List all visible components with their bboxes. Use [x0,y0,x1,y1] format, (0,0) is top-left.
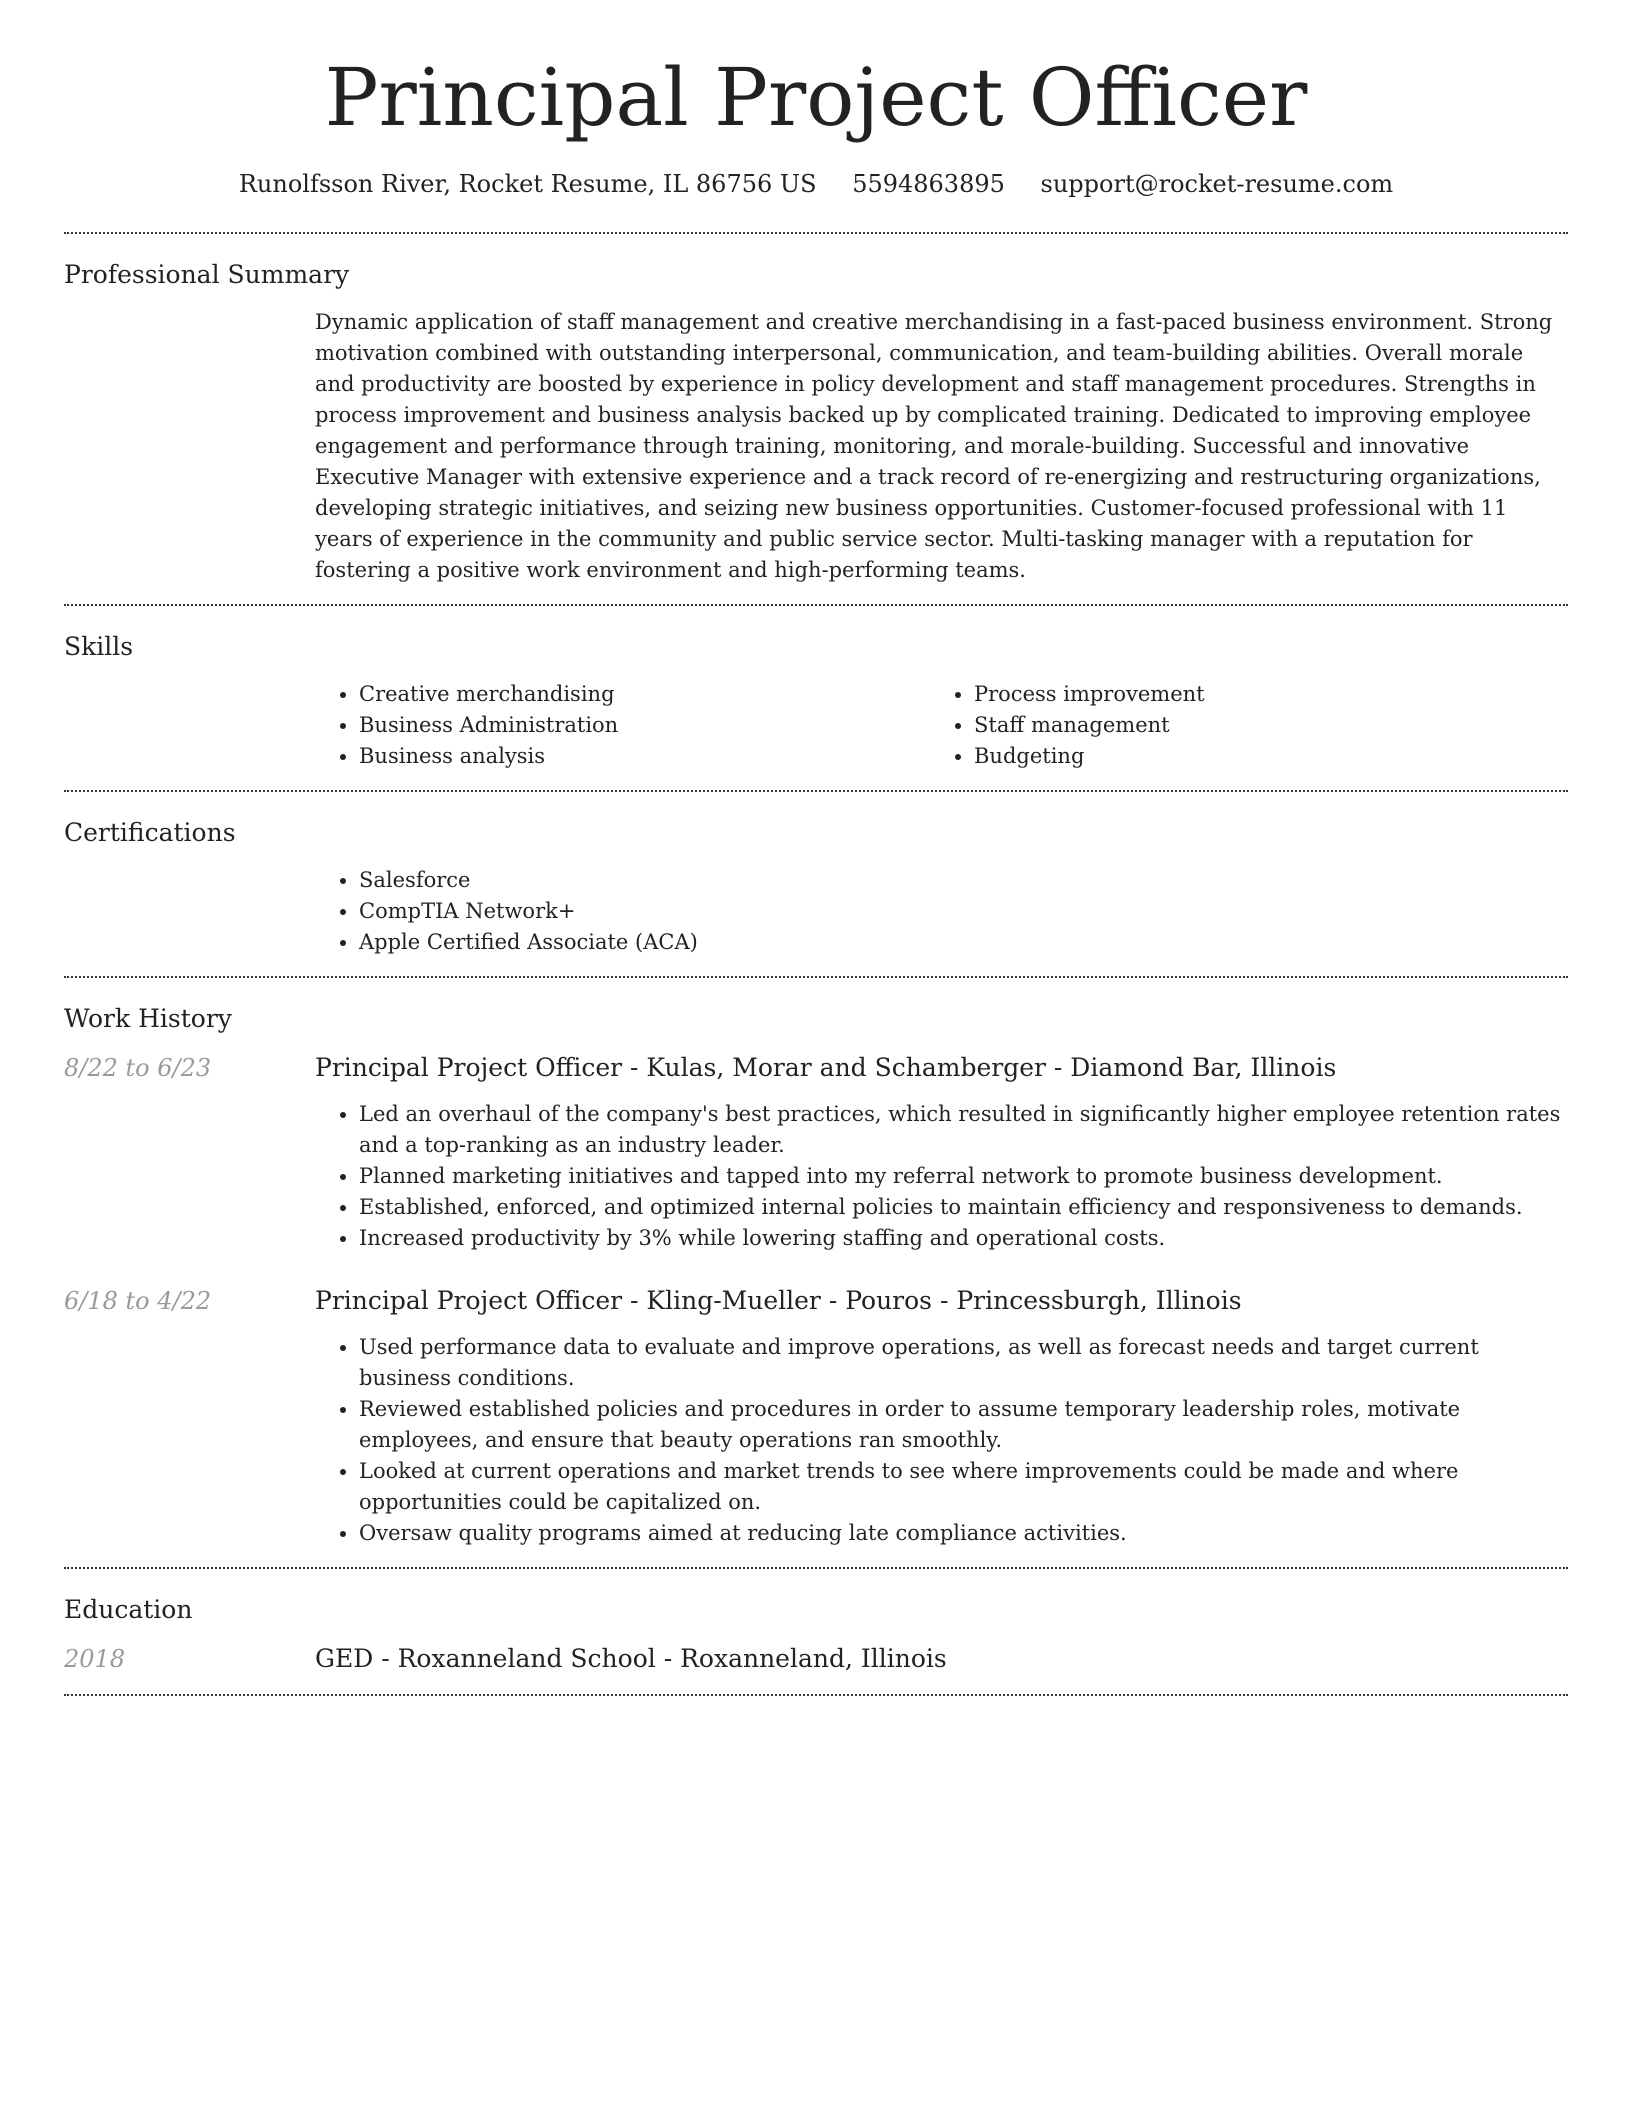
skill-item: • Business analysis [359,741,930,772]
job-bullet: • Increased productivity by 3% while lowering staffing and operational costs. [359,1223,1568,1254]
certification-item: • Apple Certified Associate (ACA) [359,927,1568,958]
education-year: 2018 [64,1645,126,1673]
job-bullet: • Looked at current operations and market trends to see where improvements could be made and where opportunities could be capitalized on. [359,1456,1568,1518]
section-divider [64,1694,1568,1696]
job-entry [64,1284,1568,1549]
skills-column-right [930,679,1545,772]
skill-item: • Business Administration [359,710,930,741]
skills-section [64,606,1568,790]
work-history-section [64,978,1568,1567]
contact-email: support@rocket-resume.com [1040,170,1394,198]
job-dates: 8/22 to 6/23 [64,1054,212,1082]
section-title-summary: Professional Summary [64,260,350,289]
job-bullet: • Used performance data to evaluate and improve operations, as well as forecast needs and target current business conditions. [359,1332,1568,1394]
contact-address: Runolfsson River, Rocket Resume, IL 86756 US [238,170,817,198]
contact-info [64,170,1568,198]
skill-item: • Process improvement [974,679,1545,710]
candidate-name: Principal Project Officer [324,51,1308,144]
skill-item: • Staff management [974,710,1545,741]
education-entry [64,1642,1568,1676]
job-dates: 6/18 to 4/22 [64,1287,212,1315]
skill-item: • Budgeting [974,741,1545,772]
skill-item: • Creative merchandising [359,679,930,710]
resume-header [64,0,1568,198]
contact-phone: 5594863895 [852,170,1005,198]
job-bullet: • Planned marketing initiatives and tapped into my referral network to promote business development. [359,1161,1568,1192]
section-title-education: Education [64,1595,193,1624]
education-section [64,1569,1568,1694]
section-title-certifications: Certifications [64,818,236,847]
section-title-skills: Skills [64,632,134,661]
certification-item: • CompTIA Network+ [359,896,1568,927]
skills-column-left [315,679,930,772]
certifications-section [64,792,1568,976]
section-title-work-history: Work History [64,1004,232,1033]
job-bullet: • Led an overhaul of the company's best practices, which resulted in significantly higher employee retention rates and a top-ranking as an industry leader. [359,1099,1568,1161]
certification-item: • Salesforce [359,865,1568,896]
education-degree: GED - Roxanneland School - Roxanneland, Illinois [315,1644,947,1673]
summary-text: Dynamic application of staff management and creative merchandising in a fast-paced business environment. Strong motivation combined with outstanding interpersonal, communication, and team-building abilities. Overall morale and productivity are boosted by experience in policy development and staff management procedures. Strengths in process improvement and business analysis backed up by complicated training. Dedicated to improving employee engagement and performance through training, monitoring, and morale-building. Successful and innovative Executive Manager with extensive experience and a track record of re-energizing and restructuring organizations, developing strategic initiatives, and seizing new business opportunities. Customer-focused professional with 11 years of experience in the community and public service sector. Multi-tasking manager with a reputation for fostering a positive work environment and high-performing teams. [315,310,1553,582]
job-bullet: • Established, enforced, and optimized internal policies to maintain efficiency and responsiveness to demands. [359,1192,1568,1223]
job-entry [64,1051,1568,1254]
job-bullet: • Oversaw quality programs aimed at reducing late compliance activities. [359,1518,1568,1549]
summary-section [64,234,1568,604]
job-title: Principal Project Officer - Kulas, Morar and Schamberger - Diamond Bar, Illinois [315,1053,1337,1082]
job-title: Principal Project Officer - Kling-Mueller - Pouros - Princessburgh, Illinois [315,1286,1242,1315]
job-bullet: • Reviewed established policies and procedures in order to assume temporary leadership roles, motivate employees, and ensure that beauty operations ran smoothly. [359,1394,1568,1456]
